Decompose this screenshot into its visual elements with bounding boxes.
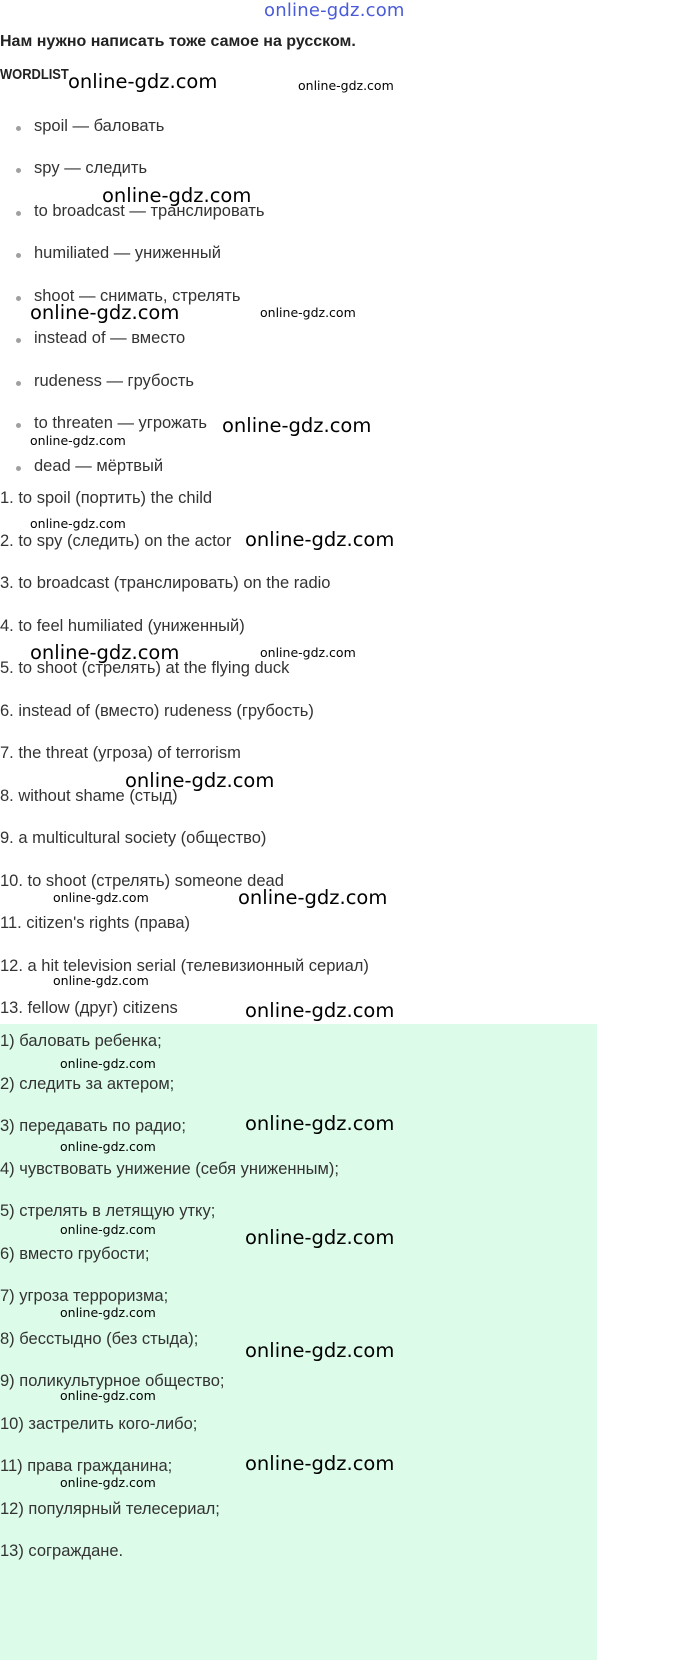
answer-item: 13) сограждане. xyxy=(0,1542,124,1560)
watermark: online-gdz.com xyxy=(125,769,275,792)
phrase-item: 3. to broadcast (транслировать) on the radio xyxy=(0,574,331,592)
phrase-item: 9. a multicultural society (общество) xyxy=(0,829,267,847)
watermark: online-gdz.com xyxy=(298,78,394,93)
answer-item: 12) популярный телесериал; xyxy=(0,1500,220,1518)
bullet-icon xyxy=(16,253,21,258)
phrase-item: 2. to spy (следить) on the actor xyxy=(0,532,232,550)
answer-item: 5) стрелять в летящую утку; xyxy=(0,1202,216,1220)
bullet-icon xyxy=(16,168,21,173)
bullet-icon xyxy=(16,466,21,471)
watermark: online-gdz.com xyxy=(245,528,395,551)
watermark: online-gdz.com xyxy=(53,890,149,905)
bullet-icon xyxy=(16,338,21,343)
phrase-item: 7. the threat (угроза) of terrorism xyxy=(0,744,241,762)
bullet-icon xyxy=(16,211,21,216)
watermark: online-gdz.com xyxy=(245,999,395,1022)
watermark: online-gdz.com xyxy=(260,305,356,320)
answer-item: 9) поликультурное общество; xyxy=(0,1372,225,1390)
phrase-item: 4. to feel humiliated (униженный) xyxy=(0,617,245,635)
bullet-icon xyxy=(16,126,21,131)
watermark: online-gdz.com xyxy=(245,1112,395,1135)
watermark: online-gdz.com xyxy=(30,301,180,324)
watermark: online-gdz.com xyxy=(30,641,180,664)
bullet-icon xyxy=(16,423,21,428)
phrase-item: 6. instead of (вместо) rudeness (грубость) xyxy=(0,702,314,720)
watermark: online-gdz.com xyxy=(60,1056,156,1071)
watermark: online-gdz.com xyxy=(60,1222,156,1237)
watermark: online-gdz.com xyxy=(245,1226,395,1249)
phrase-item: 5. to shoot (стрелять) at the flying duck xyxy=(0,659,290,677)
watermark: online-gdz.com xyxy=(245,1339,395,1362)
watermark: online-gdz.com xyxy=(60,1475,156,1490)
watermark: online-gdz.com xyxy=(53,973,149,988)
watermark: online-gdz.com xyxy=(30,516,126,531)
answer-item: 7) угроза терроризма; xyxy=(0,1287,169,1305)
watermark: online-gdz.com xyxy=(222,414,372,437)
watermark: online-gdz.com xyxy=(102,184,252,207)
phrase-item: 10. to shoot (стрелять) someone dead xyxy=(0,872,284,890)
answer-item: 8) бесстыдно (без стыда); xyxy=(0,1330,199,1348)
answer-item: 3) передавать по радио; xyxy=(0,1117,186,1135)
watermark: online-gdz.com xyxy=(238,886,388,909)
watermark: online-gdz.com xyxy=(68,70,218,93)
phrase-item: 1. to spoil (портить) the child xyxy=(0,489,213,507)
task-heading: Нам нужно написать тоже самое на русском. xyxy=(0,33,356,50)
phrase-item: 13. fellow (друг) citizens xyxy=(0,999,178,1017)
watermark: online-gdz.com xyxy=(60,1139,156,1154)
watermark: online-gdz.com xyxy=(60,1305,156,1320)
answer-item: 6) вместо грубости; xyxy=(0,1245,150,1263)
phrase-item: 11. citizen's rights (права) xyxy=(0,914,191,932)
phrase-item: 12. a hit television serial (телевизионный сериал) xyxy=(0,957,369,975)
watermark: online-gdz.com xyxy=(60,1388,156,1403)
answer-item: 1) баловать ребенка; xyxy=(0,1032,162,1050)
phrase-item: 8. without shame (стыд) xyxy=(0,787,178,805)
site-title: online-gdz.com xyxy=(264,0,405,21)
watermark: online-gdz.com xyxy=(245,1452,395,1475)
answer-item: 11) права гражданина; xyxy=(0,1457,173,1475)
bullet-icon xyxy=(16,381,21,386)
wordlist-title: WORDLIST xyxy=(0,66,69,83)
watermark: online-gdz.com xyxy=(30,433,126,448)
answer-item: 2) следить за актером; xyxy=(0,1075,175,1093)
watermark: online-gdz.com xyxy=(260,645,356,660)
answer-item: 10) застрелить кого-либо; xyxy=(0,1415,198,1433)
bullet-icon xyxy=(16,296,21,301)
answer-item: 4) чувствовать унижение (себя униженным); xyxy=(0,1160,339,1178)
